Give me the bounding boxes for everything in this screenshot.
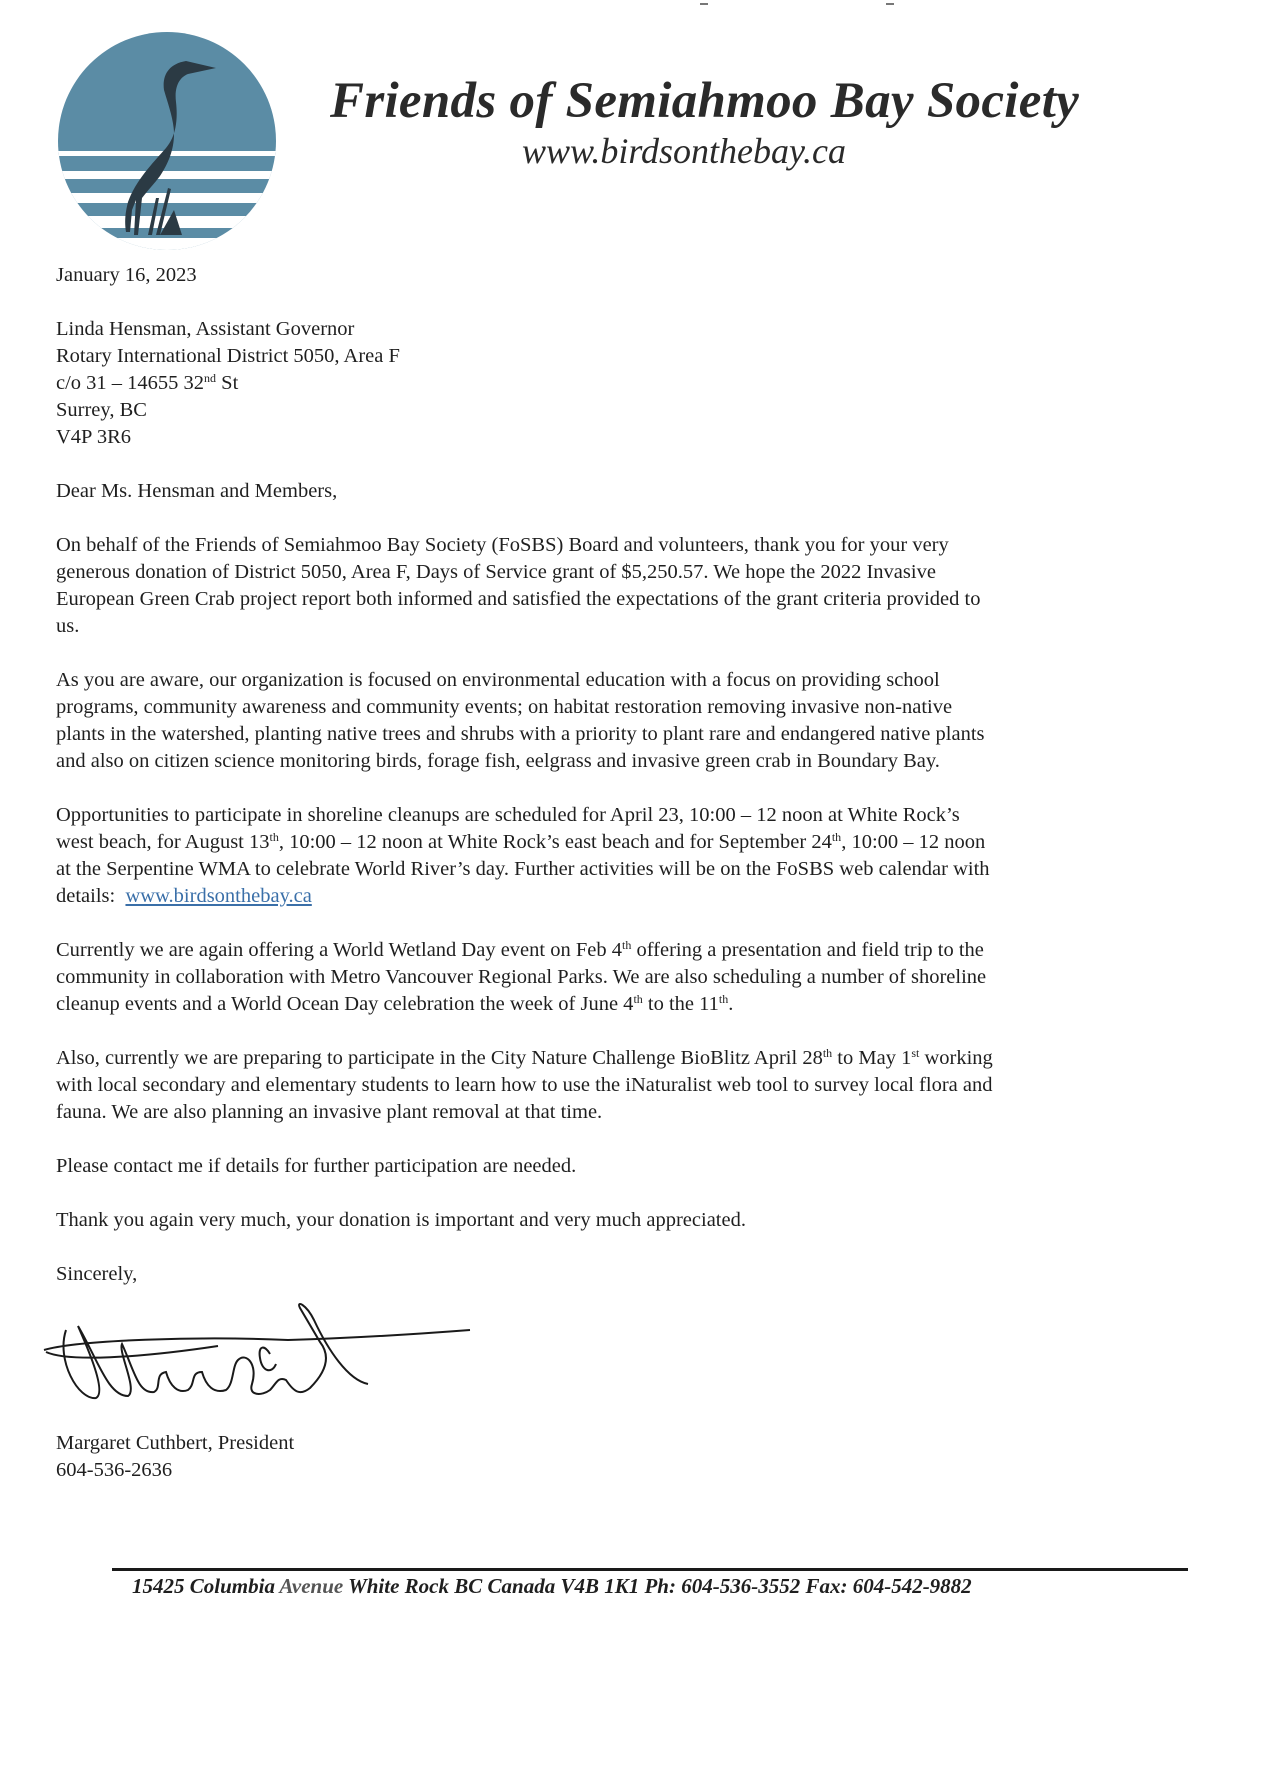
letter-body (56, 262, 1216, 1288)
paragraph-contact: Please contact me if details for further participation are needed. (56, 1155, 577, 1177)
recipient-address (56, 370, 1216, 397)
ordinal-sup: th (718, 992, 729, 1006)
paragraph-line (56, 1045, 1216, 1072)
address-sup: nd (204, 371, 217, 385)
ordinal-sup: th (831, 830, 842, 844)
paragraph-line: generous donation of District 5050, Area F, Days of Service grant of $5,250.57. We hope the 2022 Invasive (56, 561, 936, 583)
text: details: (56, 885, 126, 907)
paragraph-line: programs, community awareness and community events; on habitat restoration removing invasive non-native (56, 696, 953, 718)
org-website: www.birdsonthebay.ca (522, 131, 846, 171)
text: . (728, 993, 734, 1015)
address-text: c/o 31 – 14655 32 (56, 372, 205, 394)
paragraph-line (56, 883, 1216, 910)
text: , 10:00 – 12 noon at White Rock’s east beach and for September 24 (278, 831, 832, 853)
ordinal-sup: th (621, 938, 632, 952)
closing: Sincerely, (56, 1263, 138, 1285)
recipient-name: Linda Hensman, Assistant Governor (56, 318, 355, 340)
paragraph-line: fauna. We are also planning an invasive plant removal at that time. (56, 1101, 603, 1123)
paragraph-line: On behalf of the Friends of Semiahmoo Bay Society (FoSBS) Board and volunteers, thank you for your very (56, 534, 949, 556)
paragraph-line: As you are aware, our organization is focused on environmental education with a focus on providing school (56, 669, 940, 691)
text: to May 1 (832, 1047, 912, 1069)
recipient-city: Surrey, BC (56, 399, 147, 421)
signer-phone: 604-536-2636 (56, 1459, 173, 1481)
footer-divider (112, 1568, 1188, 1571)
paragraph-bioblitz (56, 1045, 1216, 1126)
website-link[interactable]: www.birdsonthebay.ca (125, 885, 312, 907)
paragraph-line: community in collaboration with Metro Vancouver Regional Parks. We are also scheduling a number of shoreline (56, 966, 987, 988)
heron-logo-icon (56, 30, 278, 252)
paragraph-line: plants in the watershed, planting native trees and shrubs with a priority to plant rare and endangered native plants (56, 723, 985, 745)
signer-block (56, 1430, 294, 1484)
scan-mark (886, 3, 894, 5)
ordinal-sup: th (633, 992, 643, 1006)
footer-text: 15425 Columbia (132, 1574, 280, 1598)
text: to the 11 (642, 993, 719, 1015)
text: cleanup events and a World Ocean Day celebration the week of June 4 (56, 993, 634, 1015)
ordinal-sup: st (911, 1046, 920, 1060)
text: west beach, for August 13 (56, 831, 270, 853)
scan-mark (700, 3, 708, 5)
paragraph-organization-focus (56, 667, 1216, 775)
paragraph-closing-thanks: Thank you again very much, your donation is important and very much appreciated. (56, 1209, 746, 1231)
footer-text: White Rock BC Canada V4B 1K1 Ph: 604-536-3552 Fax: 604-542-9882 (343, 1574, 972, 1598)
paragraph-line: us. (56, 615, 80, 637)
paragraph-line (56, 829, 1216, 856)
text: working (919, 1047, 993, 1069)
signature-icon (38, 1300, 478, 1440)
ordinal-sup: th (822, 1046, 833, 1060)
footer-address (132, 1574, 972, 1599)
paragraph-line: European Green Crab project report both informed and satisfied the expectations of the grant criteria provided to (56, 588, 981, 610)
paragraph-line: and also on citizen science monitoring birds, forage fish, eelgrass and invasive green crab in Boundary Bay. (56, 750, 940, 772)
text: , 10:00 – 12 noon (841, 831, 986, 853)
text: Also, currently we are preparing to participate in the City Nature Challenge BioBlitz April 28 (56, 1047, 823, 1069)
signer-name: Margaret Cuthbert, President (56, 1432, 295, 1454)
recipient-postal-code: V4P 3R6 (56, 426, 131, 448)
paragraph-line: Opportunities to participate in shoreline cleanups are scheduled for April 23, 10:00 – 12 noon at White Rock’s (56, 804, 960, 826)
footer-text: Avenue (279, 1574, 344, 1598)
paragraph-line: at the Serpentine WMA to celebrate World River’s day. Further activities will be on the FoSBS web calendar with (56, 858, 990, 880)
address-text: St (216, 372, 239, 394)
paragraph-line (56, 991, 1216, 1018)
paragraph-thanks (56, 532, 1216, 640)
letter-date: January 16, 2023 (56, 264, 197, 286)
paragraph-shoreline-cleanups (56, 802, 1216, 910)
salutation: Dear Ms. Hensman and Members, (56, 480, 338, 502)
paragraph-line: with local secondary and elementary students to learn how to use the iNaturalist web tool to survey local flora and (56, 1074, 993, 1096)
paragraph-world-wetland-day (56, 937, 1216, 1018)
text: Currently we are again offering a World Wetland Day event on Feb 4 (56, 939, 622, 961)
org-name: Friends of Semiahmoo Bay Society (330, 73, 1080, 129)
text: offering a presentation and field trip to the (631, 939, 984, 961)
paragraph-line (56, 937, 1216, 964)
ordinal-sup: th (269, 830, 279, 844)
recipient-organization: Rotary International District 5050, Area F (56, 345, 400, 367)
